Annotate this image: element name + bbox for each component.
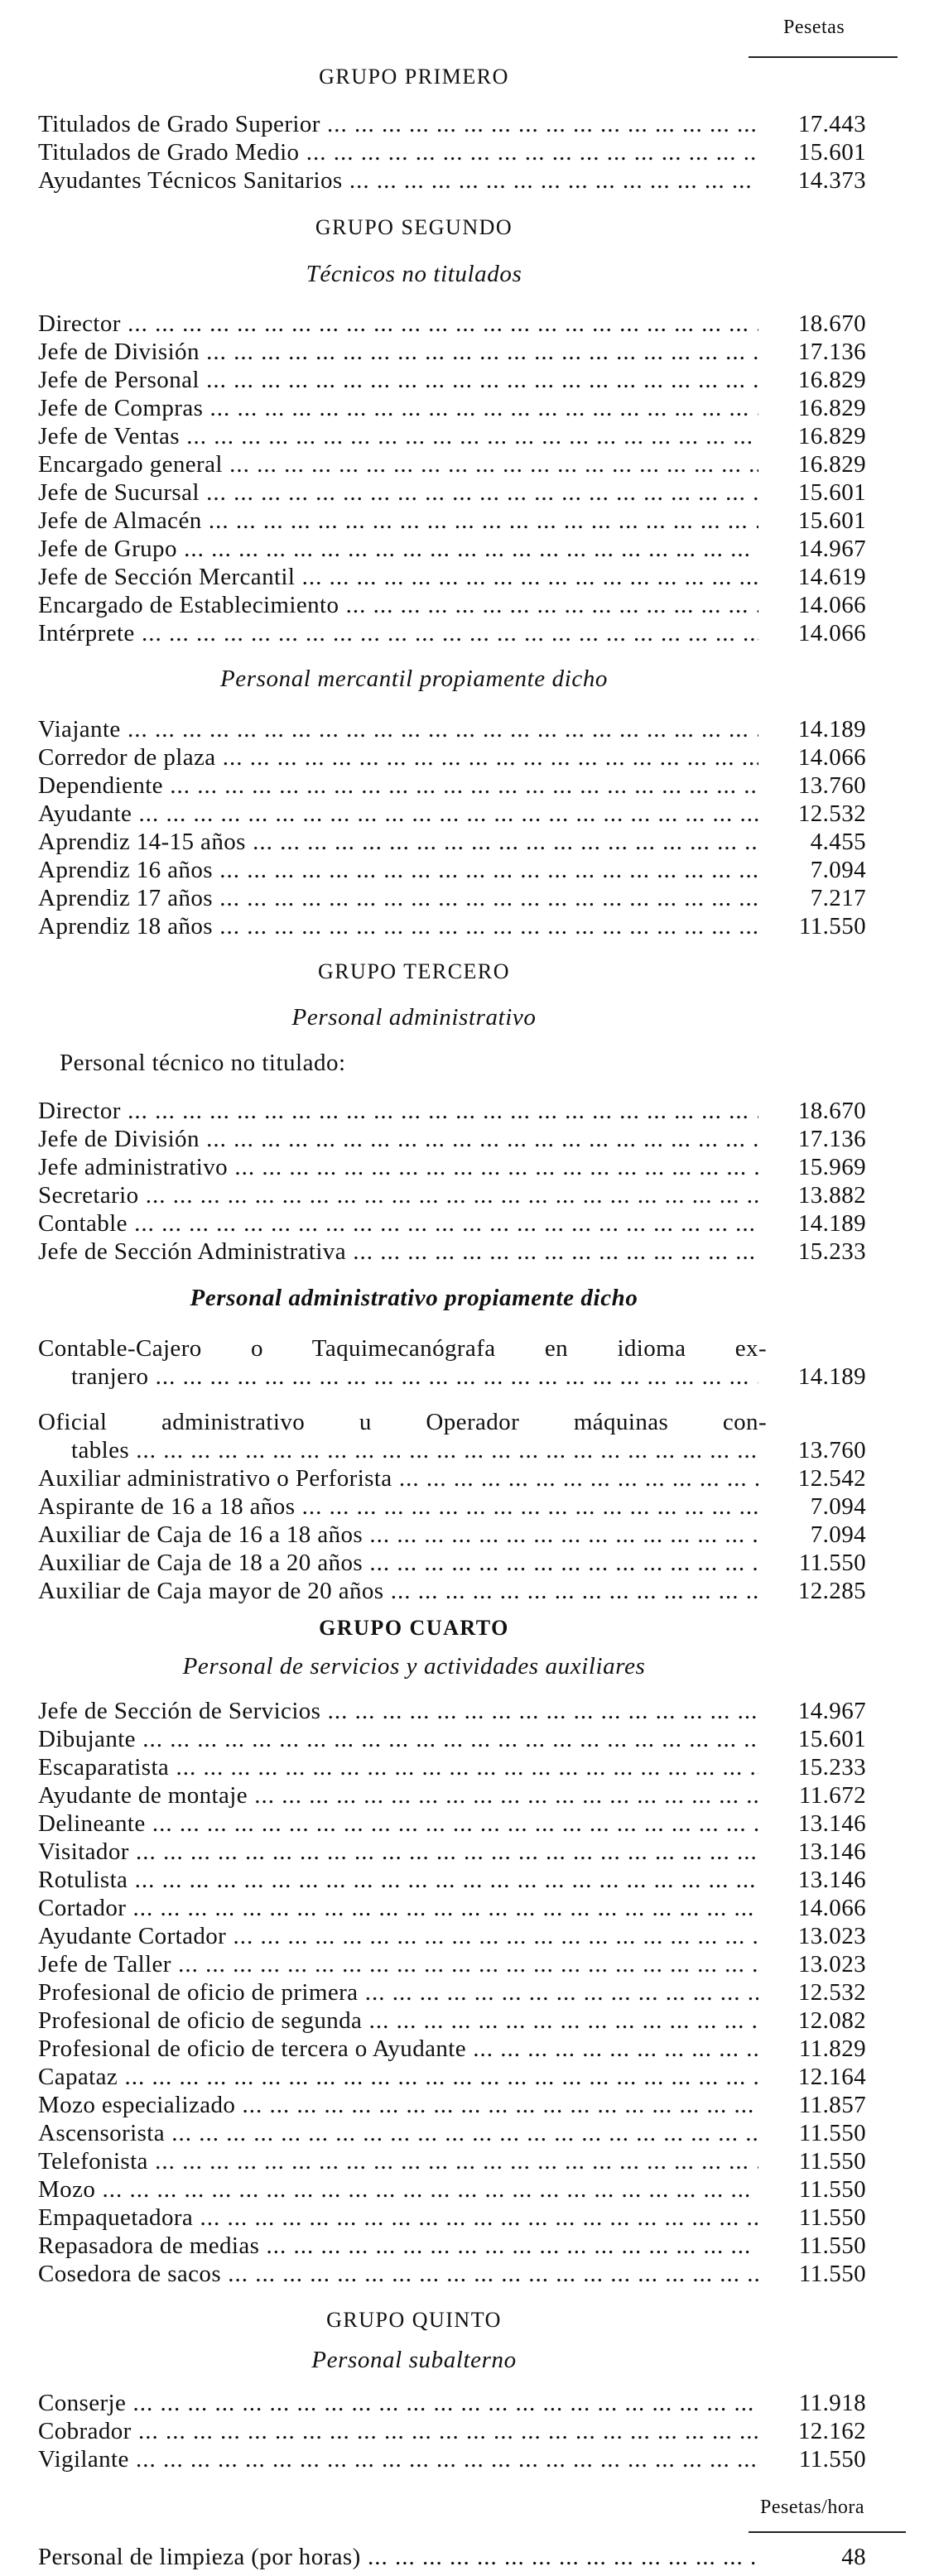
row-label: Jefe de División ... . [38, 1125, 758, 1153]
row-value: 15.233 [797, 1238, 866, 1265]
row-value: 17.443 [797, 111, 866, 137]
table-row [38, 2175, 866, 2204]
row-label: Titulados de Grado Medio ... . [38, 138, 758, 166]
row-value: 11.857 [798, 2092, 866, 2118]
row-value: 18.670 [797, 310, 866, 337]
row-value: 12.542 [797, 1465, 866, 1492]
section-subtitle: Personal de servicios y actividades auxiliares [182, 1653, 646, 1680]
table-row [38, 1894, 866, 1922]
row-label: Ayudante Cortador ... . [38, 1922, 758, 1950]
table-row [38, 800, 866, 828]
table-row [38, 535, 866, 563]
row-label: Jefe de Sección Administrativa ... . [38, 1238, 758, 1266]
table-row [38, 1362, 866, 1391]
row-value: 12.082 [797, 2007, 866, 2034]
row-label: Cosedora de sacos ... . [38, 2260, 758, 2288]
row-label: Aspirante de 16 a 18 años ... . [38, 1492, 758, 1521]
row-label: Aprendiz 14-15 años ... . [38, 828, 758, 856]
row-value: 48 [841, 2544, 866, 2570]
row-value: 17.136 [797, 339, 866, 365]
table-row [38, 166, 866, 195]
table-row [38, 1464, 866, 1492]
row-label: Secretario ... . [38, 1181, 758, 1209]
row-label: Ayudante de montaje ... . [38, 1781, 758, 1809]
row-label: Visitador ... . [38, 1838, 758, 1866]
table-row [38, 1753, 866, 1781]
row-label: Director ... . [38, 1097, 758, 1125]
table-row [38, 1809, 866, 1838]
row-value: 11.550 [798, 2176, 866, 2203]
row-value: 16.829 [797, 423, 866, 449]
table-row [38, 2091, 866, 2119]
table-row [38, 2006, 866, 2035]
row-label: Rotulista ... . [38, 1866, 758, 1894]
table-row [38, 591, 866, 619]
table-row [38, 478, 866, 507]
table-row [38, 1577, 866, 1605]
table-row [38, 1697, 866, 1725]
table-row [38, 1097, 866, 1125]
section-note: Personal técnico no titulado: [60, 1050, 346, 1076]
table-row [38, 1725, 866, 1753]
row-value: 12.532 [797, 1979, 866, 2006]
row-value: 12.164 [797, 2064, 866, 2090]
group-title: GRUPO QUINTO [326, 2308, 502, 2332]
table-row [38, 366, 866, 394]
table-row [38, 2445, 866, 2473]
table-row [38, 2232, 866, 2260]
row-value: 15.601 [797, 479, 866, 506]
group-title: GRUPO PRIMERO [319, 65, 509, 89]
table-row [38, 1521, 866, 1549]
row-value: 11.550 [798, 2120, 866, 2146]
row-value: 13.023 [797, 1951, 866, 1978]
row-label: tranjero ... . [38, 1362, 758, 1391]
row-label: Oficial administrativo u Operador máquinas con- [38, 1409, 767, 1435]
table-row [38, 2119, 866, 2147]
table-row [38, 394, 866, 422]
row-value: 14.066 [797, 620, 866, 646]
row-value: 13.023 [797, 1923, 866, 1949]
row-label: Cobrador ... . [38, 2417, 758, 2445]
row-label: Dependiente ... . [38, 771, 758, 800]
row-value: 15.969 [797, 1154, 866, 1180]
table-row [38, 2147, 866, 2175]
row-label: Jefe de Compras ... . [38, 394, 758, 422]
row-label: Cortador ... . [38, 1894, 758, 1922]
row-label: Delineante ... . [38, 1809, 758, 1838]
row-label: Profesional de oficio de primera ... . [38, 1978, 758, 2006]
row-label: Titulados de Grado Superior ... . [38, 110, 758, 138]
section-subtitle: Técnicos no titulados [306, 261, 522, 287]
row-label: Ayudante ... . [38, 800, 758, 828]
table-row [38, 1408, 866, 1436]
row-label: Ascensorista ... . [38, 2119, 758, 2147]
row-value: 11.829 [798, 2035, 866, 2062]
row-value: 11.550 [798, 2204, 866, 2231]
row-value: 15.233 [797, 1754, 866, 1781]
row-label: Contable-Cajero o Taquimecanógrafa en idioma ex- [38, 1335, 767, 1362]
row-label: Personal de limpieza (por horas) ... . [38, 2543, 758, 2571]
section-subtitle: Personal mercantil propiamente dicho [219, 666, 609, 692]
unit-header-pesetas: Pesetas [783, 17, 845, 38]
table-row [38, 1978, 866, 2006]
table-row [38, 1153, 866, 1181]
row-label: Jefe de Ventas ... . [38, 422, 758, 450]
table-row [38, 507, 866, 535]
table-row [38, 1950, 866, 1978]
group-title: GRUPO TERCERO [317, 959, 511, 983]
row-value: 13.146 [797, 1867, 866, 1893]
row-value: 12.285 [797, 1578, 866, 1604]
unit-footer-rule [749, 2531, 906, 2533]
row-value: 11.550 [798, 1550, 866, 1576]
row-label: Profesional de oficio de tercera o Ayudante ... . [38, 2035, 758, 2063]
row-label: Escaparatista ... . [38, 1753, 758, 1781]
table-row [38, 450, 866, 478]
table-row [38, 2543, 866, 2571]
table-row [38, 563, 866, 591]
table-row [38, 715, 866, 743]
row-value: 14.967 [797, 1698, 866, 1724]
table-row [38, 1549, 866, 1577]
row-label: Corredor de plaza ... . [38, 743, 758, 771]
table-row [38, 1334, 866, 1362]
row-label: Auxiliar de Caja de 16 a 18 años ... . [38, 1521, 758, 1549]
row-label: Jefe de Sucursal ... . [38, 478, 758, 507]
row-label: Telefonista ... . [38, 2147, 758, 2175]
row-value: 11.918 [798, 2390, 866, 2416]
row-value: 15.601 [797, 139, 866, 166]
table-row [38, 310, 866, 338]
table-row [38, 912, 866, 940]
row-value: 13.146 [797, 1810, 866, 1837]
row-label: Viajante ... . [38, 715, 758, 743]
table-row [38, 743, 866, 771]
table-row [38, 2204, 866, 2232]
table-row [38, 1209, 866, 1238]
row-label: Jefe de Sección de Servicios ... . [38, 1697, 758, 1725]
row-value: 11.672 [798, 1782, 866, 1809]
section-subtitle: Personal administrativo propiamente dicho [190, 1285, 638, 1311]
row-value: 16.829 [797, 367, 866, 393]
row-label: Encargado general ... . [38, 450, 758, 478]
row-label: Jefe de Sección Mercantil ... . [38, 563, 758, 591]
row-value: 14.066 [797, 744, 866, 771]
row-value: 13.760 [797, 1437, 866, 1463]
table-row [38, 422, 866, 450]
row-value: 12.162 [797, 2418, 866, 2444]
row-value: 14.619 [797, 564, 866, 590]
row-value: 11.550 [798, 2232, 866, 2259]
row-label: Capataz ... . [38, 2063, 758, 2091]
table-row [38, 2063, 866, 2091]
row-label: Repasadora de medias ... . [38, 2232, 758, 2260]
row-label: Jefe de Almacén ... . [38, 507, 758, 535]
row-value: 14.967 [797, 536, 866, 562]
row-value: 12.532 [797, 800, 866, 827]
row-label: Encargado de Establecimiento ... . [38, 591, 758, 619]
row-label: Director ... . [38, 310, 758, 338]
row-value: 16.829 [797, 395, 866, 421]
row-label: Jefe de Taller ... . [38, 1950, 758, 1978]
row-label: Auxiliar de Caja de 18 a 20 años ... . [38, 1549, 758, 1577]
table-row [38, 1838, 866, 1866]
table-row [38, 1238, 866, 1266]
row-label: Mozo especializado ... . [38, 2091, 758, 2119]
table-row [38, 1866, 866, 1894]
row-label: Profesional de oficio de segunda ... . [38, 2006, 758, 2035]
table-row [38, 2035, 866, 2063]
table-row [38, 1125, 866, 1153]
table-row [38, 2417, 866, 2445]
row-value: 17.136 [797, 1126, 866, 1152]
row-label: Ayudantes Técnicos Sanitarios ... . [38, 166, 758, 195]
table-row [38, 1492, 866, 1521]
row-label: Jefe de Grupo ... . [38, 535, 758, 563]
unit-header-rule [749, 56, 898, 58]
row-label: Aprendiz 17 años ... . [38, 884, 758, 912]
table-row [38, 1181, 866, 1209]
row-value: 14.373 [797, 167, 866, 194]
row-value: 11.550 [798, 2261, 866, 2287]
row-label: Jefe administrativo ... . [38, 1153, 758, 1181]
row-value: 13.146 [797, 1838, 866, 1865]
row-value: 14.189 [797, 716, 866, 743]
table-row [38, 771, 866, 800]
row-value: 14.066 [797, 1895, 866, 1921]
group-title: GRUPO SEGUNDO [315, 215, 513, 239]
row-label: Dibujante ... . [38, 1725, 758, 1753]
row-label: Aprendiz 18 años ... . [38, 912, 758, 940]
row-value: 13.760 [797, 772, 866, 799]
row-label: Empaquetadora ... . [38, 2204, 758, 2232]
row-value: 7.094 [810, 857, 866, 883]
group-title: GRUPO CUARTO [319, 1616, 509, 1640]
row-value: 16.829 [797, 451, 866, 478]
row-label: Auxiliar de Caja mayor de 20 años ... . [38, 1577, 758, 1605]
table-row [38, 1436, 866, 1464]
table-row [38, 2260, 866, 2288]
row-label: Intérprete ... . [38, 619, 758, 647]
row-value: 18.670 [797, 1098, 866, 1124]
row-label: Mozo ... . [38, 2175, 758, 2204]
row-value: 11.550 [798, 2446, 866, 2473]
table-row [38, 828, 866, 856]
row-value: 14.189 [797, 1210, 866, 1237]
row-value: 14.189 [797, 1363, 866, 1390]
row-value: 7.094 [810, 1521, 866, 1548]
table-row [38, 138, 866, 166]
table-row [38, 110, 866, 138]
table-row [38, 856, 866, 884]
row-value: 11.550 [798, 2148, 866, 2175]
row-label: Jefe de División ... . [38, 338, 758, 366]
section-subtitle: Personal administrativo [291, 1004, 537, 1031]
table-row [38, 1922, 866, 1950]
table-row [38, 2389, 866, 2417]
table-row [38, 619, 866, 647]
row-value: 15.601 [797, 1726, 866, 1752]
row-value: 11.550 [798, 913, 866, 940]
row-label: Auxiliar administrativo o Perforista ... . [38, 1464, 758, 1492]
row-value: 15.601 [797, 507, 866, 534]
row-value: 4.455 [810, 829, 866, 855]
row-value: 7.094 [810, 1493, 866, 1520]
row-value: 13.882 [797, 1182, 866, 1209]
unit-header-pesetas-hora: Pesetas/hora [760, 2497, 864, 2518]
row-label: Aprendiz 16 años ... . [38, 856, 758, 884]
row-label: Conserje ... . [38, 2389, 758, 2417]
row-label: Jefe de Personal ... . [38, 366, 758, 394]
section-subtitle: Personal subalterno [311, 2347, 517, 2373]
row-label: Vigilante ... . [38, 2445, 758, 2473]
table-row [38, 884, 866, 912]
table-row [38, 1781, 866, 1809]
row-value: 7.217 [810, 885, 866, 911]
row-label: tables ... . [38, 1436, 758, 1464]
table-row [38, 338, 866, 366]
row-value: 14.066 [797, 592, 866, 618]
row-label: Contable ... . [38, 1209, 758, 1238]
